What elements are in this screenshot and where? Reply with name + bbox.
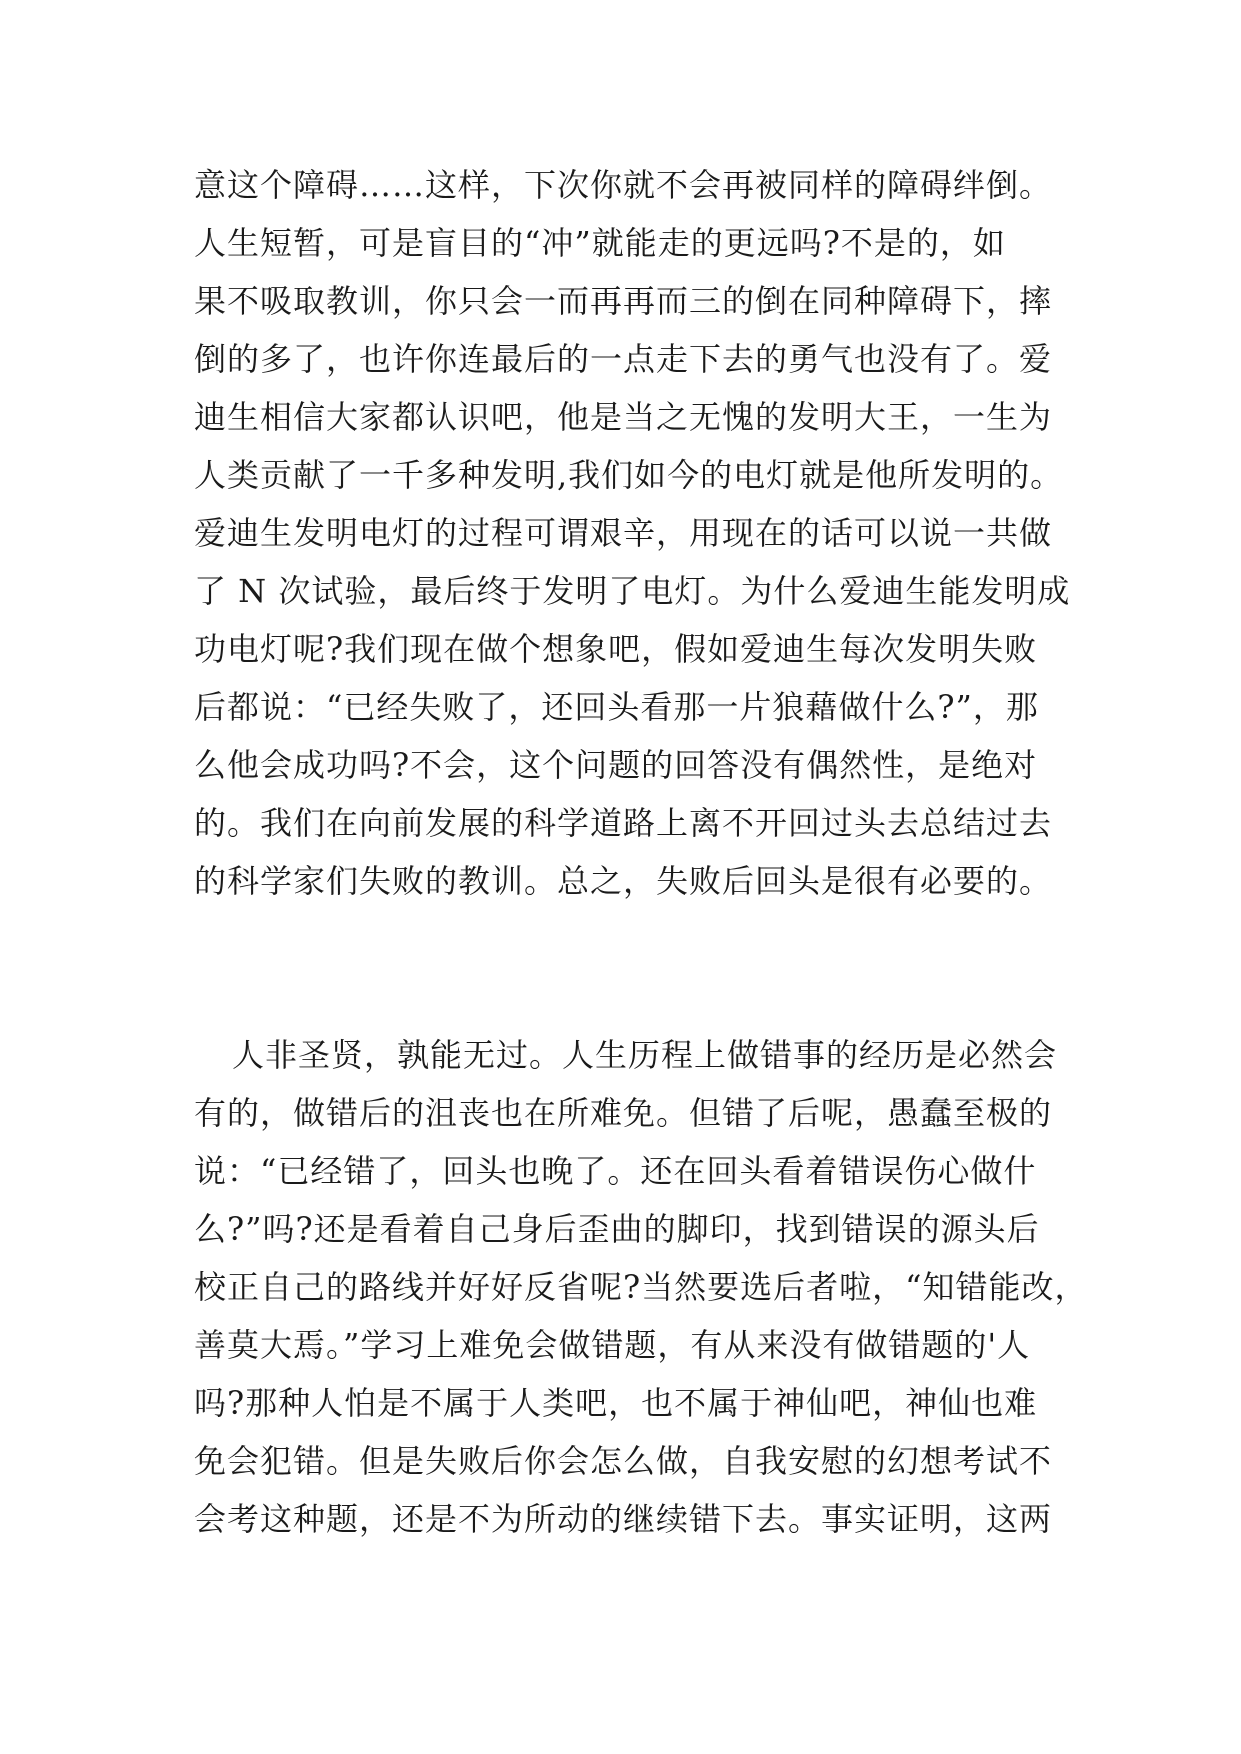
text-line: 人生短暂，可是盲目的“冲”就能走的更远吗?不是的，如 <box>194 224 1006 262</box>
text-line: 人类贡献了一千多种发明,我们如今的电灯就是他所发明的。 <box>194 456 1064 494</box>
text-line: 果不吸取教训，你只会一而再再而三的倒在同种障碍下，摔 <box>194 282 1053 320</box>
text-line: 说：“已经错了，回头也晚了。还在回头看着错误伤心做什 <box>194 1152 1037 1190</box>
text-line: 了 N 次试验，最后终于发明了电灯。为什么爱迪生能发明成 <box>194 572 1071 610</box>
text-line: 迪生相信大家都认识吧，他是当之无愧的发明大王，一生为 <box>194 398 1053 436</box>
text-line: 么?”吗?还是看着自己身后歪曲的脚印，找到错误的源头后 <box>194 1210 1040 1248</box>
text-line: 善莫大焉。”学习上难免会做错题，有从来没有做错题的'人 <box>194 1326 1031 1364</box>
text-line: 么他会成功吗?不会，这个问题的回答没有偶然性，是绝对 <box>194 746 1038 784</box>
text-line: 的。我们在向前发展的科学道路上离不开回过头去总结过去 <box>194 804 1053 842</box>
text-line: 免会犯错。但是失败后你会怎么做，自我安慰的幻想考试不 <box>194 1442 1053 1480</box>
text-line: 有的，做错后的沮丧也在所难免。但错了后呢，愚蠢至极的 <box>194 1094 1053 1132</box>
text-line: 爱迪生发明电灯的过程可谓艰辛，用现在的话可以说一共做 <box>194 514 1053 552</box>
text-line: 的科学家们失败的教训。总之，失败后回头是很有必要的。 <box>194 862 1053 900</box>
text-line: 吗?那种人怕是不属于人类吧，也不属于神仙吧，神仙也难 <box>194 1384 1038 1422</box>
text-line: 后都说：“已经失败了，还回头看那一片狼藉做什么?”，那 <box>194 688 1039 726</box>
text-line: 倒的多了，也许你连最后的一点走下去的勇气也没有了。爱 <box>194 340 1053 378</box>
text-line: 人非圣贤，孰能无过。人生历程上做错事的经历是必然会 <box>232 1036 1058 1074</box>
text-line: 校正自己的路线并好好反省呢?当然要选后者啦，“知错能改， <box>194 1268 1088 1306</box>
text-line: 意这个障碍……这样，下次你就不会再被同样的障碍绊倒。 <box>194 166 1053 204</box>
text-line: 会考这种题，还是不为所动的继续错下去。事实证明，这两 <box>194 1500 1053 1538</box>
text-line: 功电灯呢?我们现在做个想象吧，假如爱迪生每次发明失败 <box>194 630 1038 668</box>
